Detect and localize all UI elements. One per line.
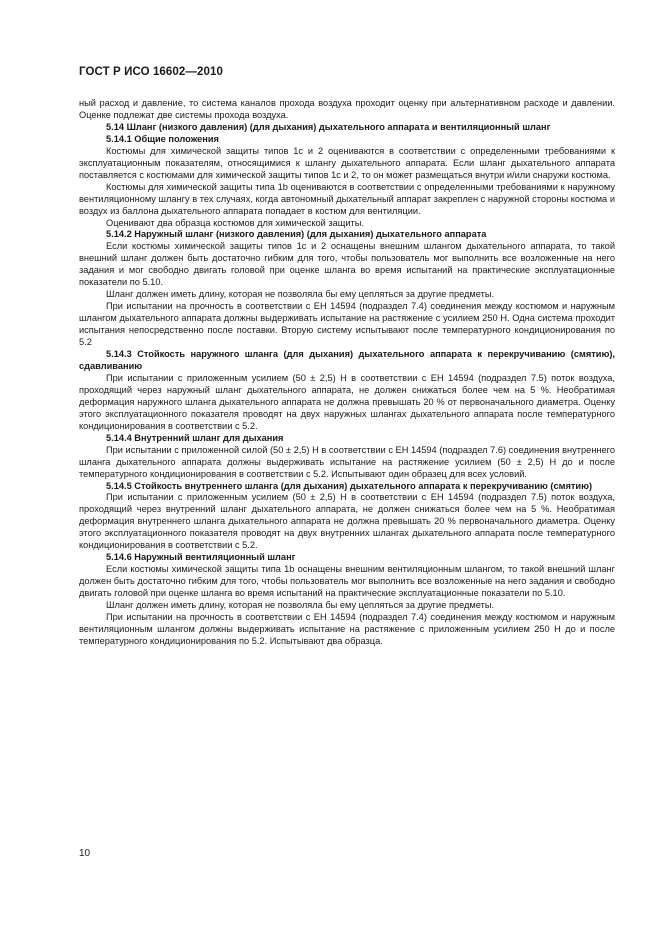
paragraph: Костюмы для химической защиты типа 1b оцениваются в соответствии с определенными требованиями к наружному вентиляционному шлангу в тех случаях, когда автономный дыхательный аппарат закреплен с наружной стороны костюма и воздух из баллона дыхательного аппарата попадает в костюм для вентиляции. (79, 181, 615, 216)
paragraph: Если костюмы химической защиты типа 1b оснащены внешним вентиляционным шлангом, то такой внешний шланг должен быть достаточно гибким для того, чтобы пользователь мог выполнить все возложенные на него задания и свободно двигать головой при оценке шланга во время испытаний на практические эксплуатационные показатели по 5.10. (79, 564, 615, 599)
page-number: 10 (79, 848, 91, 859)
standard-title: ГОСТ Р ИСО 16602—2010 (79, 66, 224, 78)
paragraph: Оценивают два образца костюмов для химической защиты. (106, 217, 365, 228)
section-heading-5-14-3: 5.14.3 Стойкость наружного шланга (для дыхания) дыхательного аппарата к перекручиванию (смятию), сдавливанию (79, 349, 615, 371)
section-heading-5-14-5: 5.14.5 Стойкость внутреннего шланга (для дыхания) дыхательного аппарата к перекручиванию (смятию) (106, 480, 593, 491)
paragraph: Костюмы для химической защиты типов 1с и 2 оцениваются в соответствии с определенными требованиями к эксплуатационным показателям, относящимися к шлангу дыхательного аппарата. Если шланг дыхательного аппарата поставляется с костюмами для химической защиты типов 1с и 2, то он может размещаться внутри и/или снаружи костюма. (79, 145, 615, 180)
document-body (79, 98, 615, 648)
paragraph: ный расход и давление, то система каналов прохода воздуха проходит оценку при альтернативном расходе и давлении. Оценке подлежат две системы прохода воздуха. (79, 98, 615, 120)
paragraph: Если костюмы химической защиты типов 1с и 2 оснащены внешним шлангом дыхательного аппарата, то такой внешний шланг должен быть достаточно гибким для того, чтобы пользователь мог выполнить все возложенные на него задания и мог свободно двигать головой при оценке шланга во время испытаний на практические эксплуатационные показатели по 5.10. (79, 241, 615, 288)
paragraph: При испытании с приложенным усилием (50 ± 2,5) Н в соответствии с ЕН 14594 (подраздел 7.5) поток воздуха, проходящий через наружный шланг дыхательного аппарата, не должен снижаться более чем на 5 %. Необратимая деформация наружного шланга дыхательного аппарата не должна превышать 20 % от первоначального диаметра. Оценку этого эксплуатационного показателя проводят на двух наружных шлангах дыхательного аппарата после температурного кондиционирования в соответствии с 5.2. (79, 372, 615, 431)
paragraph: При испытании с приложенной силой (50 ± 2,5) Н в соответствии с ЕН 14594 (подраздел 7.6) соединения внутреннего шланга дыхательного аппарата должны выдерживать испытание на растяжение усилием (50 ± 2,5) Н до и после температурного кондиционирования в соответствии с 5.2. Испытывают один образец для всех условий. (79, 444, 615, 479)
paragraph: При испытании с приложенным усилием (50 ± 2,5) Н в соответствии с ЕН 14594 (подраздел 7.5) поток воздуха, проходящий через внутренний шланг дыхательного аппарата, не должен снижаться более чем на 5 %. Необратимая деформация внутреннего шланга дыхательного аппарата не должна превышать 20 % первоначального диаметра. Оценку этого эксплуатационного показателя проводят на двух внутренних шлангах дыхательного аппарата после температурного кондиционирования в соответствии с 5.2. (79, 492, 615, 551)
section-heading-5-14-6: 5.14.6 Наружный вентиляционный шланг (106, 552, 296, 563)
section-heading-5-14-2: 5.14.2 Наружный шланг (низкого давления) (для дыхания) дыхательного аппарата (106, 229, 487, 240)
paragraph: Шланг должен иметь длину, которая не позволяла бы ему цепляться за другие предметы. (106, 600, 495, 611)
paragraph: Шланг должен иметь длину, которая не позволяла бы ему цепляться за другие предметы. (106, 289, 495, 300)
section-heading-5-14-4: 5.14.4 Внутренний шланг для дыхания (106, 432, 284, 443)
section-heading-5-14-1: 5.14.1 Общие положения (106, 133, 219, 144)
section-heading-5-14: 5.14 Шланг (низкого давления) (для дыхания) дыхательного аппарата и вентиляционный шланг (106, 121, 551, 132)
paragraph: При испытании на прочность в соответствии с ЕН 14594 (подраздел 7.4) соединения между костюмом и наружным вентиляционным шлангом должны выдерживать испытание на растяжение с приложенным усилием 250 Н до и после температурного кондиционирования по 5.2. Испытывают два образца. (79, 611, 615, 646)
paragraph: При испытании на прочность в соответствии с ЕН 14594 (подраздел 7.4) соединения между костюмом и наружным шлангом дыхательного аппарата должны выдерживать испытание на растяжение с усилием 250 Н. Одна система проходит испытания непосредственно после поставки. Вторую систему испытывают после температурного кондиционирования по 5.2 (79, 301, 615, 348)
